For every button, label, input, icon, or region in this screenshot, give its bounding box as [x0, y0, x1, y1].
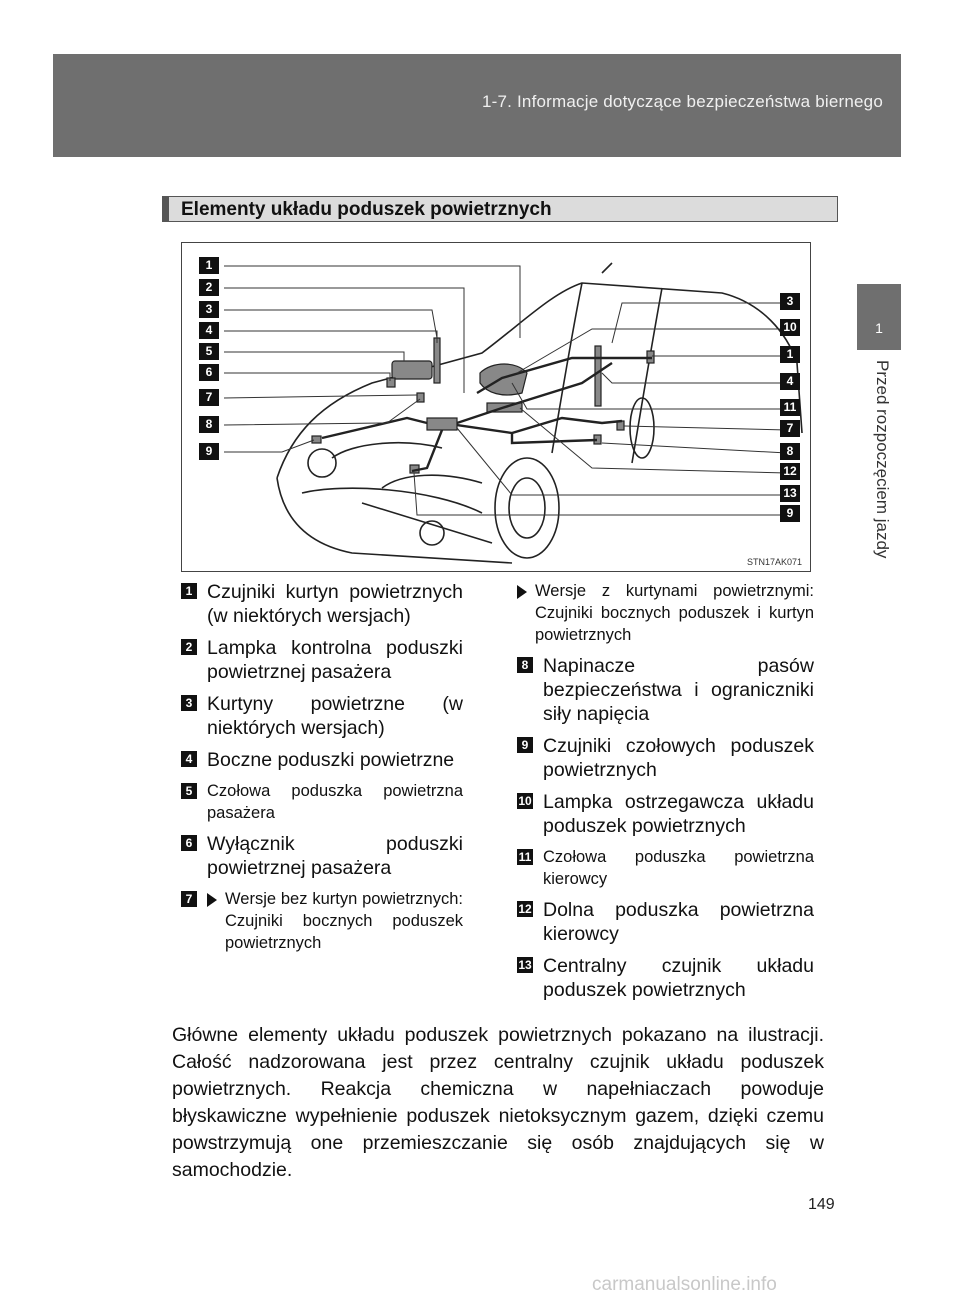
legend-item: [517, 734, 814, 782]
legend-text: Wyłącznik poduszki powietrznej pasażera: [207, 833, 463, 879]
legend-item: [181, 636, 463, 684]
legend-number: 4: [181, 751, 197, 767]
callout-label: 7: [780, 420, 800, 437]
callout-label: 2: [199, 279, 219, 296]
legend-number: 9: [517, 737, 533, 753]
callout-label: 1: [780, 346, 800, 363]
legend-left-column: [181, 580, 463, 962]
legend-item: [181, 780, 463, 824]
legend-number: 10: [518, 794, 532, 808]
header-band: [53, 54, 901, 157]
legend-text: Czołowa poduszka powietrzna kierowcy: [543, 848, 814, 888]
legend-item: [517, 846, 814, 890]
callout-label: 3: [199, 301, 219, 318]
legend-text: Lampka kontrolna poduszki powietrznej pasażera: [207, 637, 463, 683]
legend-item: [181, 580, 463, 628]
callout-label: 10: [780, 319, 800, 336]
legend-number: 12: [518, 902, 532, 916]
legend-item: [517, 790, 814, 838]
callout-label: 11: [780, 399, 800, 416]
legend-number: 1: [181, 583, 197, 599]
legend-text: Kurtyny powietrzne (w niektórych wersjach): [207, 693, 463, 739]
airbag-diagram: [181, 242, 811, 572]
chapter-tab: 1: [857, 284, 901, 350]
legend-text: Czujniki czołowych poduszek powietrznych: [543, 735, 814, 781]
arrow-icon: [207, 893, 217, 907]
callout-label: 13: [780, 485, 800, 502]
callout-label: 4: [199, 322, 219, 339]
car-illustration: [182, 243, 811, 572]
legend-number: 6: [181, 835, 197, 851]
legend-number: 7: [181, 891, 197, 907]
callout-label: 6: [199, 364, 219, 381]
legend-number: 5: [181, 783, 197, 799]
callout-label: 5: [199, 343, 219, 360]
callout-label: 9: [780, 505, 800, 522]
legend-item: [181, 888, 463, 954]
section-heading: [162, 196, 838, 222]
legend-item: [517, 898, 814, 946]
legend-item: [181, 692, 463, 740]
callout-label: 9: [199, 443, 219, 460]
callout-label: 3: [780, 293, 800, 310]
legend-number: 8: [517, 657, 533, 673]
legend-item: [181, 748, 463, 772]
legend-number: 3: [181, 695, 197, 711]
callout-label: 1: [199, 257, 219, 274]
legend-text: Dolna poduszka powietrzna kierowcy: [543, 899, 814, 945]
legend-text: Czujniki kurtyn powietrznych (w niektórych wersjach): [207, 581, 463, 627]
figure-code: STN17AK071: [746, 557, 802, 567]
callout-label: 12: [780, 463, 800, 480]
legend-number: 2: [181, 639, 197, 655]
legend-text: Czołowa poduszka powietrzna pasażera: [207, 782, 463, 822]
section-title: 1-7. Informacje dotyczące bezpieczeństwa biernego: [481, 92, 883, 111]
arrow-icon: [517, 585, 527, 599]
legend-text: Wersje z kurtynami powietrznymi: Czujniki bocznych poduszek i kurtyn powietrznych: [535, 582, 814, 644]
legend-item: [517, 654, 814, 726]
legend-text: Boczne poduszki powietrzne: [207, 749, 455, 771]
watermark: carmanualsonline.info: [592, 1274, 777, 1295]
legend-item: [517, 580, 814, 646]
page-number: 149: [808, 1196, 835, 1213]
callout-label: 8: [780, 443, 800, 460]
callout-label: 8: [199, 416, 219, 433]
chapter-label: [866, 360, 896, 620]
legend-text: Napinacze pasów bezpieczeństwa i ograniczniki siły napięcia: [543, 655, 814, 725]
body-paragraph: Główne elementy układu poduszek powietrznych pokazano na ilustracji. Całość nadzorowana jest przez centralny czujnik układu poduszek powietrznych. Reakcja chemiczna w napełniaczach powoduje błyskawiczne wypełnienie poduszek nietoksycznym gazem, dzięki czemu powstrzymują one przemieszczanie się osób znajdujących się w samochodzie.: [172, 1024, 824, 1181]
chapter-label-text: Przed rozpoczęciem jazdy: [873, 360, 892, 559]
legend-text: Centralny czujnik układu poduszek powietrznych: [543, 955, 814, 1001]
legend-number: 13: [518, 958, 532, 972]
legend-right-column: [517, 580, 814, 1010]
legend-item: [517, 954, 814, 1002]
legend-item: [181, 832, 463, 880]
legend-text: Lampka ostrzegawcza układu poduszek powietrznych: [543, 791, 814, 837]
section-heading-text: Elementy układu poduszek powietrznych: [181, 199, 552, 220]
legend-text: Wersje bez kurtyn powietrznych: Czujniki bocznych poduszek powietrznych: [225, 890, 463, 952]
callout-label: 4: [780, 373, 800, 390]
callout-label: 7: [199, 389, 219, 406]
legend-number: 11: [518, 850, 532, 864]
